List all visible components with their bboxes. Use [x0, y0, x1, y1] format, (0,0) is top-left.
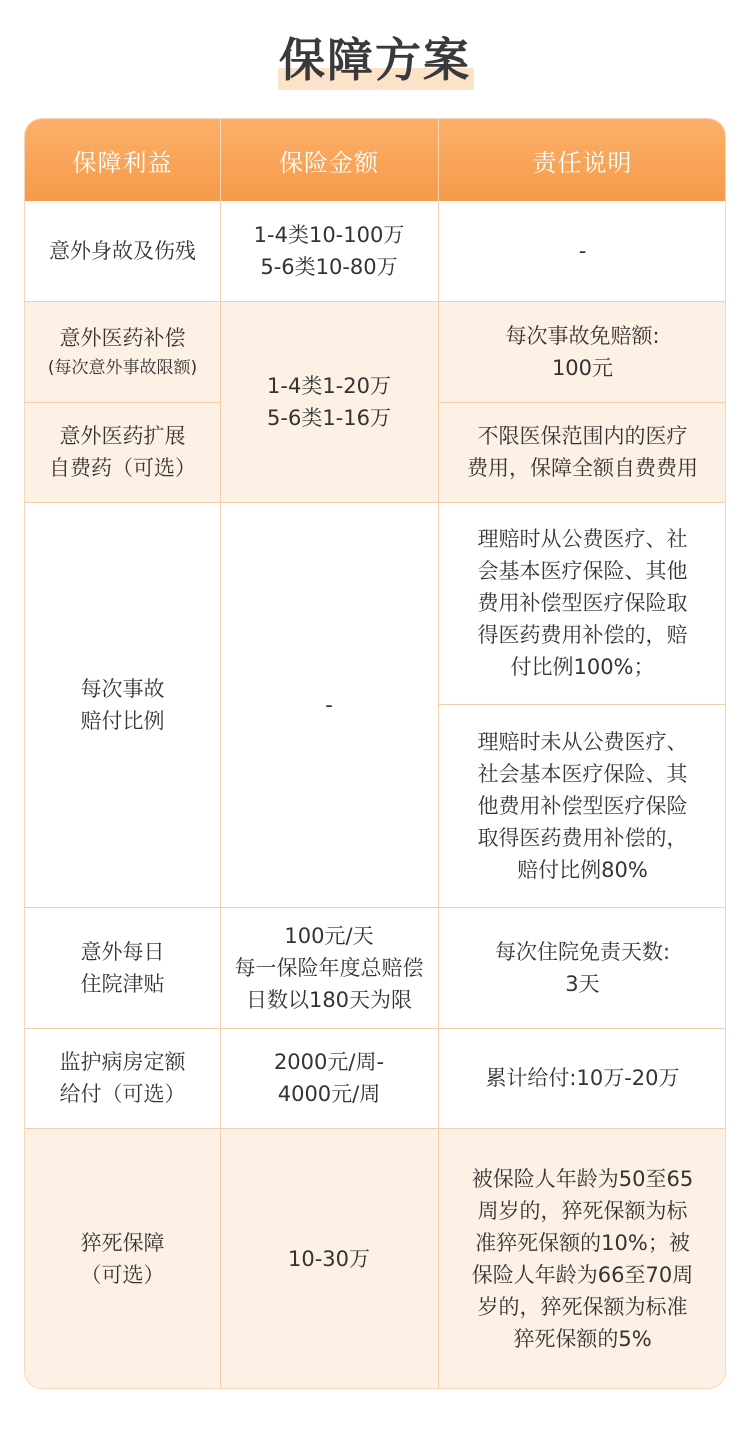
grid-line: [25, 301, 726, 302]
grid-line: [438, 704, 726, 705]
grid-line: [438, 201, 439, 1389]
row4-description-a: 理赔时从公费医疗、社 会基本医疗保险、其他 费用补偿型医疗保险取 得医药费用补偿的，赔 付比例100%；: [438, 502, 726, 704]
row2-3-amount: 1-4类1-20万 5-6类1-16万: [220, 301, 438, 502]
row6-amount: 2000元/周- 4000元/周: [220, 1028, 438, 1128]
title-area: [0, 28, 750, 98]
row7-benefit: 猝死保障 （可选）: [25, 1128, 220, 1389]
row4-amount: -: [220, 502, 438, 907]
row4-description-b: 理赔时未从公费医疗、 社会基本医疗保险、其 他费用补偿型医疗保险 取得医药费用补偿的， 赔付比例80%: [438, 704, 726, 907]
row6-description: 累计给付:10万-20万: [438, 1028, 726, 1128]
row2-description: 每次事故免赔额: 100元: [438, 301, 726, 402]
row1-amount: 1-4类10-100万 5-6类10-80万: [220, 201, 438, 301]
header-benefit: 保障利益: [72, 148, 173, 177]
row2-benefit: [25, 301, 220, 402]
table-header: [25, 119, 726, 201]
row4-benefit: 每次事故 赔付比例: [25, 502, 220, 907]
header-divider: [438, 119, 439, 201]
grid-line: [25, 907, 726, 908]
grid-line: [220, 201, 221, 1389]
row3-description: 不限医保范围内的医疗 费用，保障全额自费费用: [438, 402, 726, 502]
header-amount: 保险金额: [279, 148, 379, 177]
row7-description: 被保险人年龄为50至65 周岁的，猝死保额为标 准猝死保额的10%；被 保险人年龄为66至70周 岁的，猝死保额为标准 猝死保额的5%: [438, 1128, 726, 1389]
grid-line: [25, 402, 220, 403]
page-title: 保障方案: [279, 33, 471, 87]
header-description: 责任说明: [532, 148, 633, 177]
row2-benefit-label: 意外医药补偿: [59, 325, 186, 350]
row5-amount: 100元/天 每一保险年度总赔偿 日数以180天为限: [220, 907, 438, 1028]
row1-description: -: [438, 201, 726, 301]
grid-line: [25, 502, 726, 503]
grid-line: [438, 402, 726, 403]
coverage-table: [24, 118, 726, 1389]
header-divider: [220, 119, 221, 201]
row3-benefit: 意外医药扩展 自费药（可选）: [25, 402, 220, 502]
grid-line: [25, 1128, 726, 1129]
row2-benefit-note: (每次意外事故限额): [47, 357, 198, 378]
row5-description: 每次住院免责天数: 3天: [438, 907, 726, 1028]
row6-benefit: 监护病房定额 给付（可选）: [25, 1028, 220, 1128]
row5-benefit: 意外每日 住院津贴: [25, 907, 220, 1028]
row1-benefit: 意外身故及伤残: [25, 201, 220, 301]
grid-line: [25, 1028, 726, 1029]
row2-benefit-stack: [48, 322, 197, 382]
row7-amount: 10-30万: [220, 1128, 438, 1389]
